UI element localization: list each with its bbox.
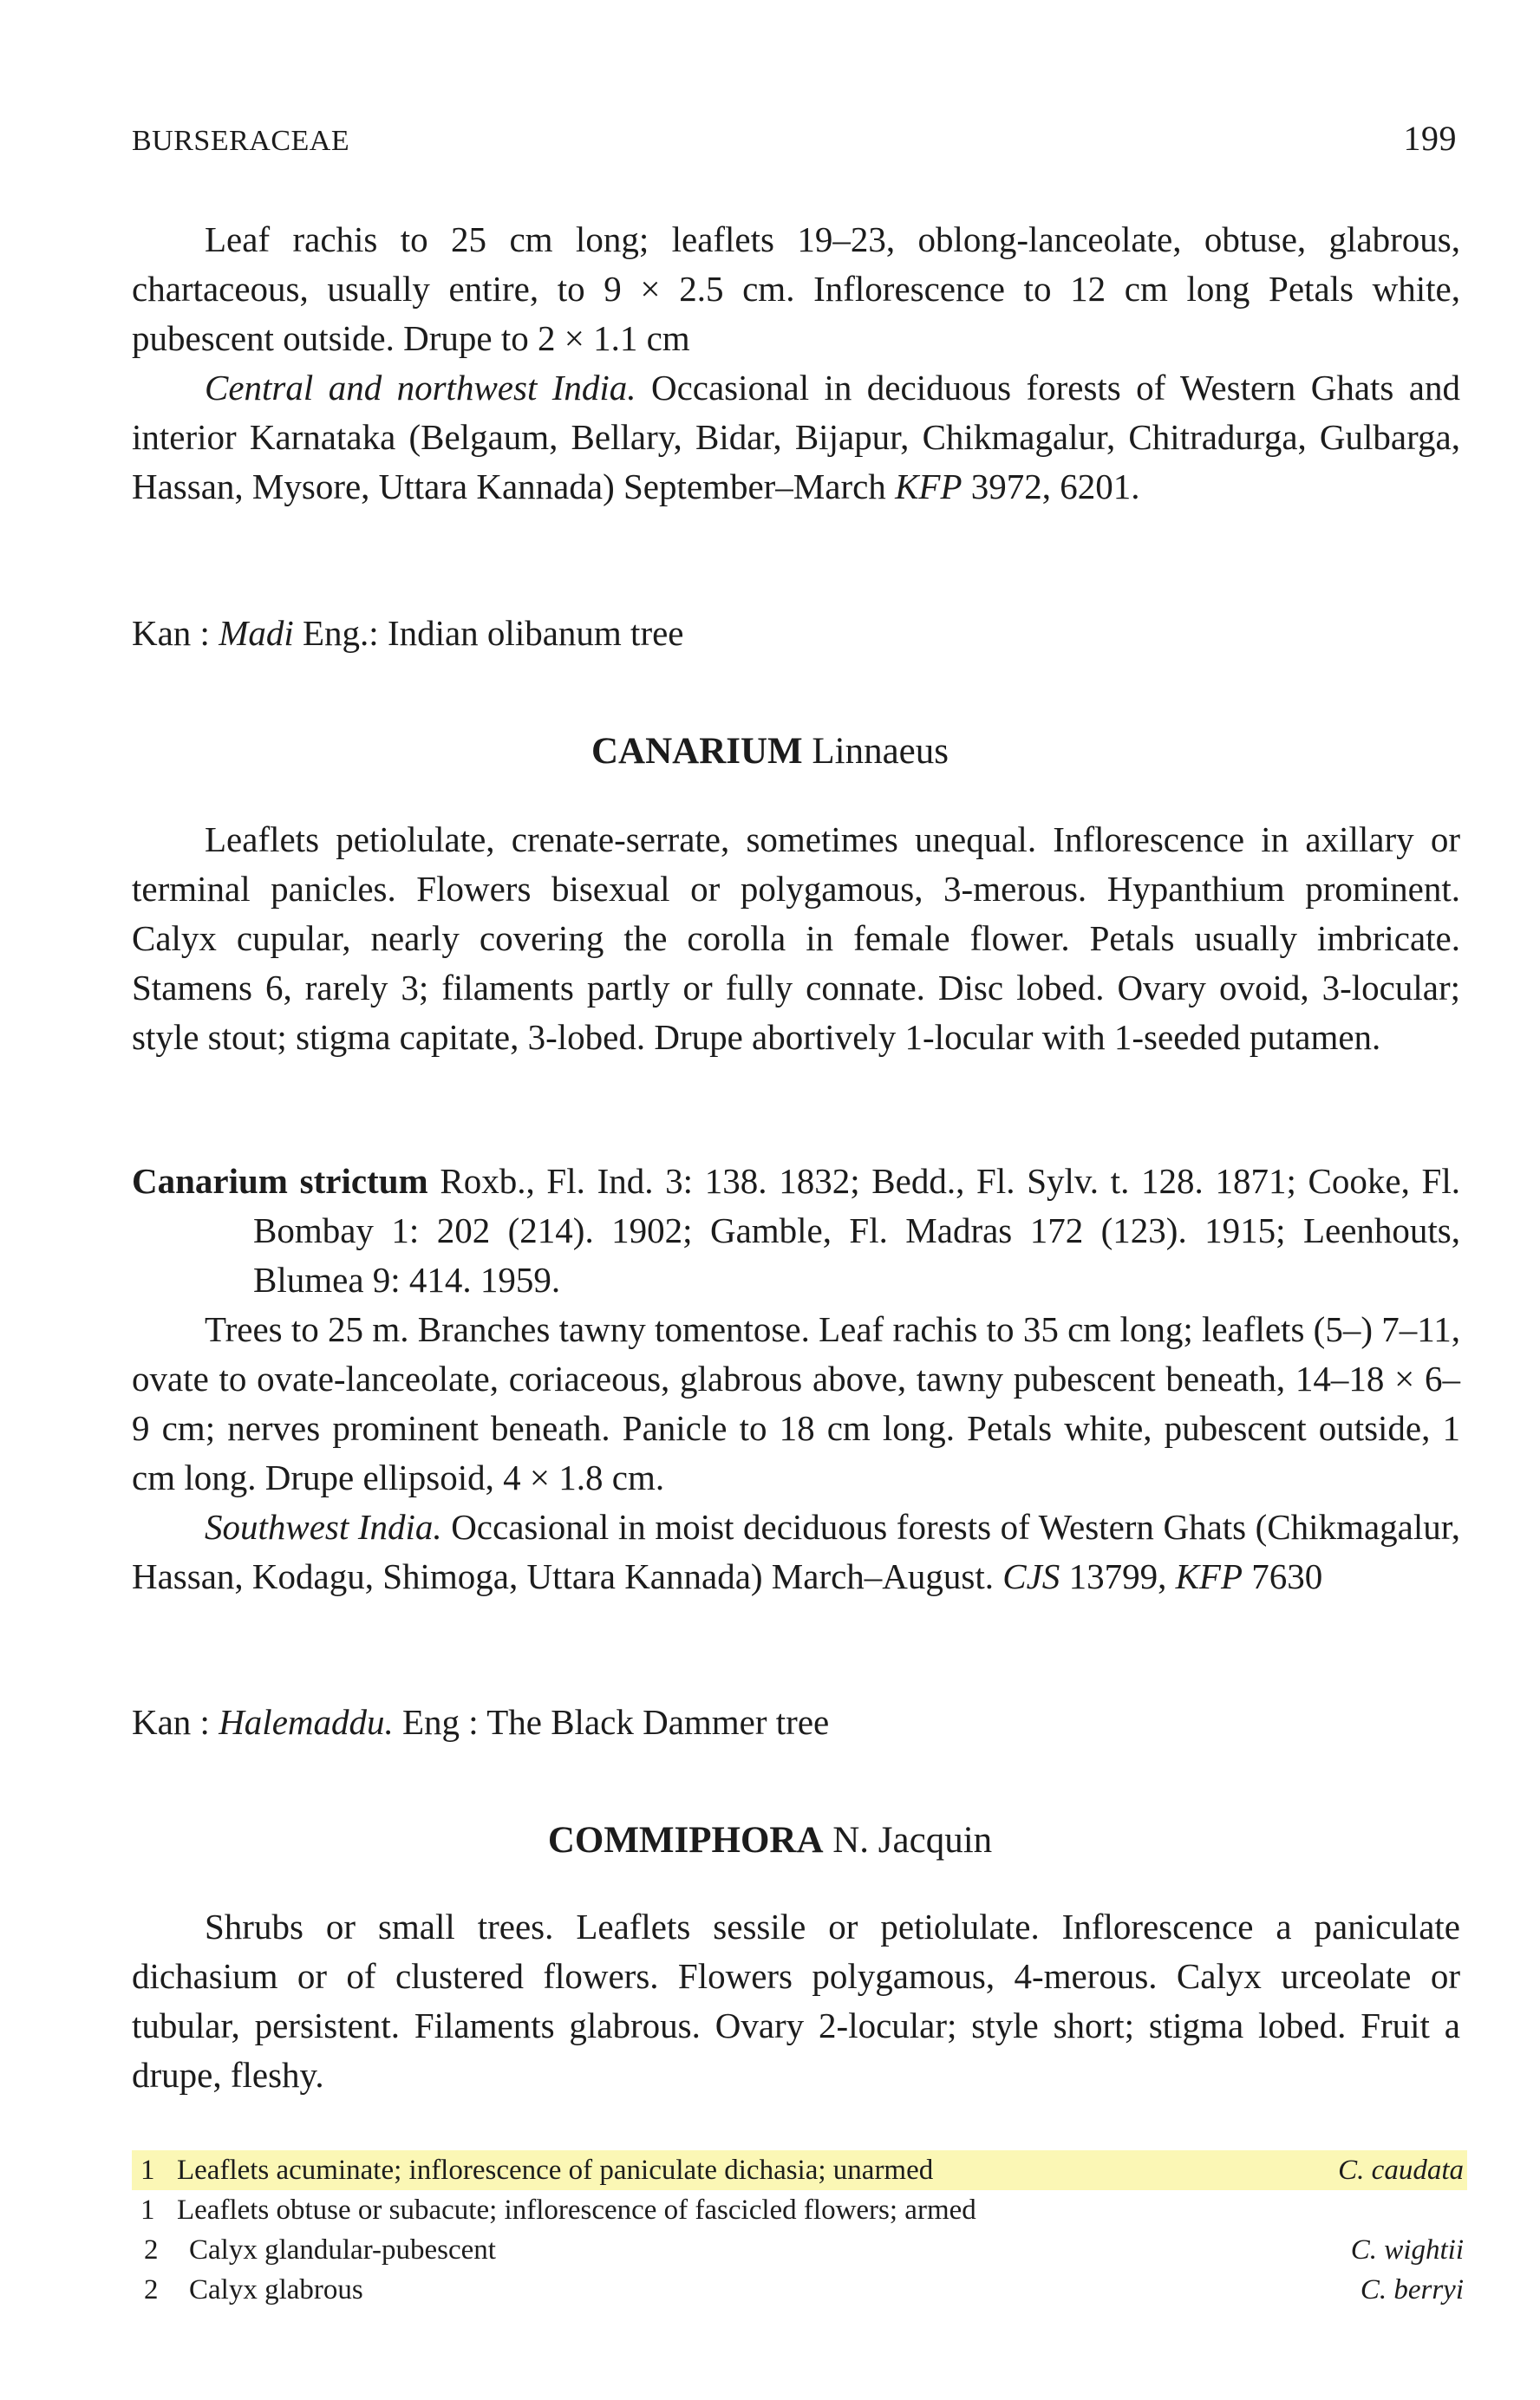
key-number: 2 [144, 2274, 159, 2305]
genus-description-canarium: Leaflets petiolulate, crenate-serrate, sometimes unequal. Inflorescence in axillary or terminal panicles. Flowers bisexual or polygamous, 3-merous. Hypanthium prominent. Calyx cupular, nearly covering the corolla in female flower. Petals usually imbricate. Stamens 6, rarely 3; filaments partly or fully connate. Disc lobed. Ovary ovoid, 3-locular; style stout; stigma capitate, 3-lobed. Drupe abortively 1-locular with 1-seeded putamen. [132, 819, 1460, 1057]
key-number: 1 [140, 2155, 155, 2186]
species-name: Canarium strictum [132, 1161, 428, 1201]
running-head [132, 118, 1457, 161]
species-key [132, 2150, 1467, 2310]
key-row [132, 2230, 1467, 2270]
page-number: 199 [1403, 119, 1457, 158]
key-description: Calyx glandular-pubescent [189, 2234, 496, 2266]
prev-voucher-code: KFP [895, 466, 962, 506]
voucher-cjs: CJS [1002, 1556, 1060, 1596]
key-description: Leaflets obtuse or subacute; inflorescence of fascicled flowers; armed [177, 2195, 976, 2226]
voucher-kfp: KFP [1175, 1556, 1243, 1596]
family-name: BURSERACEAE [132, 125, 350, 157]
prev-dist-region: Central and northwest India. [205, 368, 636, 408]
species-citation [132, 1157, 1460, 1305]
key-row [132, 2270, 1467, 2310]
key-taxon: C. wightii [1350, 2234, 1464, 2266]
species-distribution: Southwest India. Occasional in moist deciduous forests of Western Ghats (Chikmagalur, Hassan, Kodagu, Shimoga, Uttara Kannada) March–August. CJS 13799, KFP 7630 [132, 1507, 1461, 1596]
species-kannada-name: Halemaddu. [219, 1702, 394, 1742]
genus-author: N. Jacquin [823, 1820, 993, 1861]
genus-heading-canarium [0, 730, 1540, 773]
species-block-canarium-strictum [132, 1157, 1460, 1601]
key-row [132, 2190, 1467, 2230]
genus-name: COMMIPHORA [547, 1820, 824, 1861]
key-number: 1 [140, 2195, 155, 2226]
key-taxon: C. caudata [1338, 2155, 1464, 2186]
key-description: Leaflets acuminate; inflorescence of paniculate dichasia; unarmed [177, 2155, 934, 2186]
genus-heading-commiphora [0, 1819, 1540, 1862]
key-description: Calyx glabrous [189, 2274, 363, 2305]
key-taxon: C. berryi [1360, 2274, 1464, 2305]
key-row [132, 2150, 1467, 2190]
prev-english-name: Indian olibanum tree [387, 613, 684, 653]
prev-dist-text: Occasional in deciduous forests of Western Ghats and interior Karnataka (Belgaum, Bellary, Bidar, Bijapur, Chikmagalur, Chitradurga, Gulbarga, Hassan, Mysore, Uttara Kannada) September–March [132, 368, 1460, 506]
species-dist-text: Occasional in moist deciduous forests of Western Ghats (Chikmagalur, Hassan, Kodagu, Shimoga, Uttara Kannada) March–August. [132, 1507, 1461, 1596]
prev-voucher-nums: 3972, 6201. [962, 466, 1140, 506]
species-dist-region: Southwest India. [205, 1507, 442, 1547]
species-references: Roxb., Fl. Ind. 3: 138. 1832; Bedd., Fl. Sylv. t. 128. 1871; Cooke, Fl. Bombay 1: 202 (214). 1902; Gamble, Fl. Madras 172 (123). 1915; Leenhouts, Blumea 9: 414. 1959. [253, 1161, 1461, 1300]
prev-species-block [132, 215, 1460, 512]
species-description: Trees to 25 m. Branches tawny tomentose. Leaf rachis to 35 cm long; leaflets (5–) 7–11, ovate to ovate-lanceolate, coriaceous, glabrous above, tawny pubescent beneath, 14–18 × 6–9 cm; nerves prominent beneath. Panicle to 18 cm long. Petals white, pubescent outside, 1 cm long. Drupe ellipsoid, 4 × 1.8 cm. [132, 1309, 1460, 1497]
prev-vernacular-names: Kan : Madi Eng.: Indian olibanum tree [132, 613, 684, 653]
key-number: 2 [144, 2234, 159, 2266]
prev-kannada-name: Madi [219, 613, 294, 653]
genus-author: Linnaeus [802, 731, 949, 772]
genus-name: CANARIUM [591, 731, 803, 772]
prev-species-description: Leaf rachis to 25 cm long; leaflets 19–23, oblong-lanceolate, obtuse, glabrous, chartaceous, usually entire, to 9 × 2.5 cm. Inflorescence to 12 cm long Petals white, pubescent outside. Drupe to 2 × 1.1 cm [132, 219, 1460, 358]
genus-description-commiphora: Shrubs or small trees. Leaflets sessile or petiolulate. Inflorescence a paniculate dichasium or of clustered flowers. Flowers polygamous, 4-merous. Calyx urceolate or tubular, persistent. Filaments glabrous. Ovary 2-locular; style short; stigma lobed. Fruit a drupe, fleshy. [132, 1907, 1460, 2095]
species-english-name: The Black Dammer tree [486, 1702, 830, 1742]
species-vernacular-names: Kan : Halemaddu. Eng : The Black Dammer tree [132, 1702, 830, 1742]
prev-species-distribution [132, 363, 1460, 512]
